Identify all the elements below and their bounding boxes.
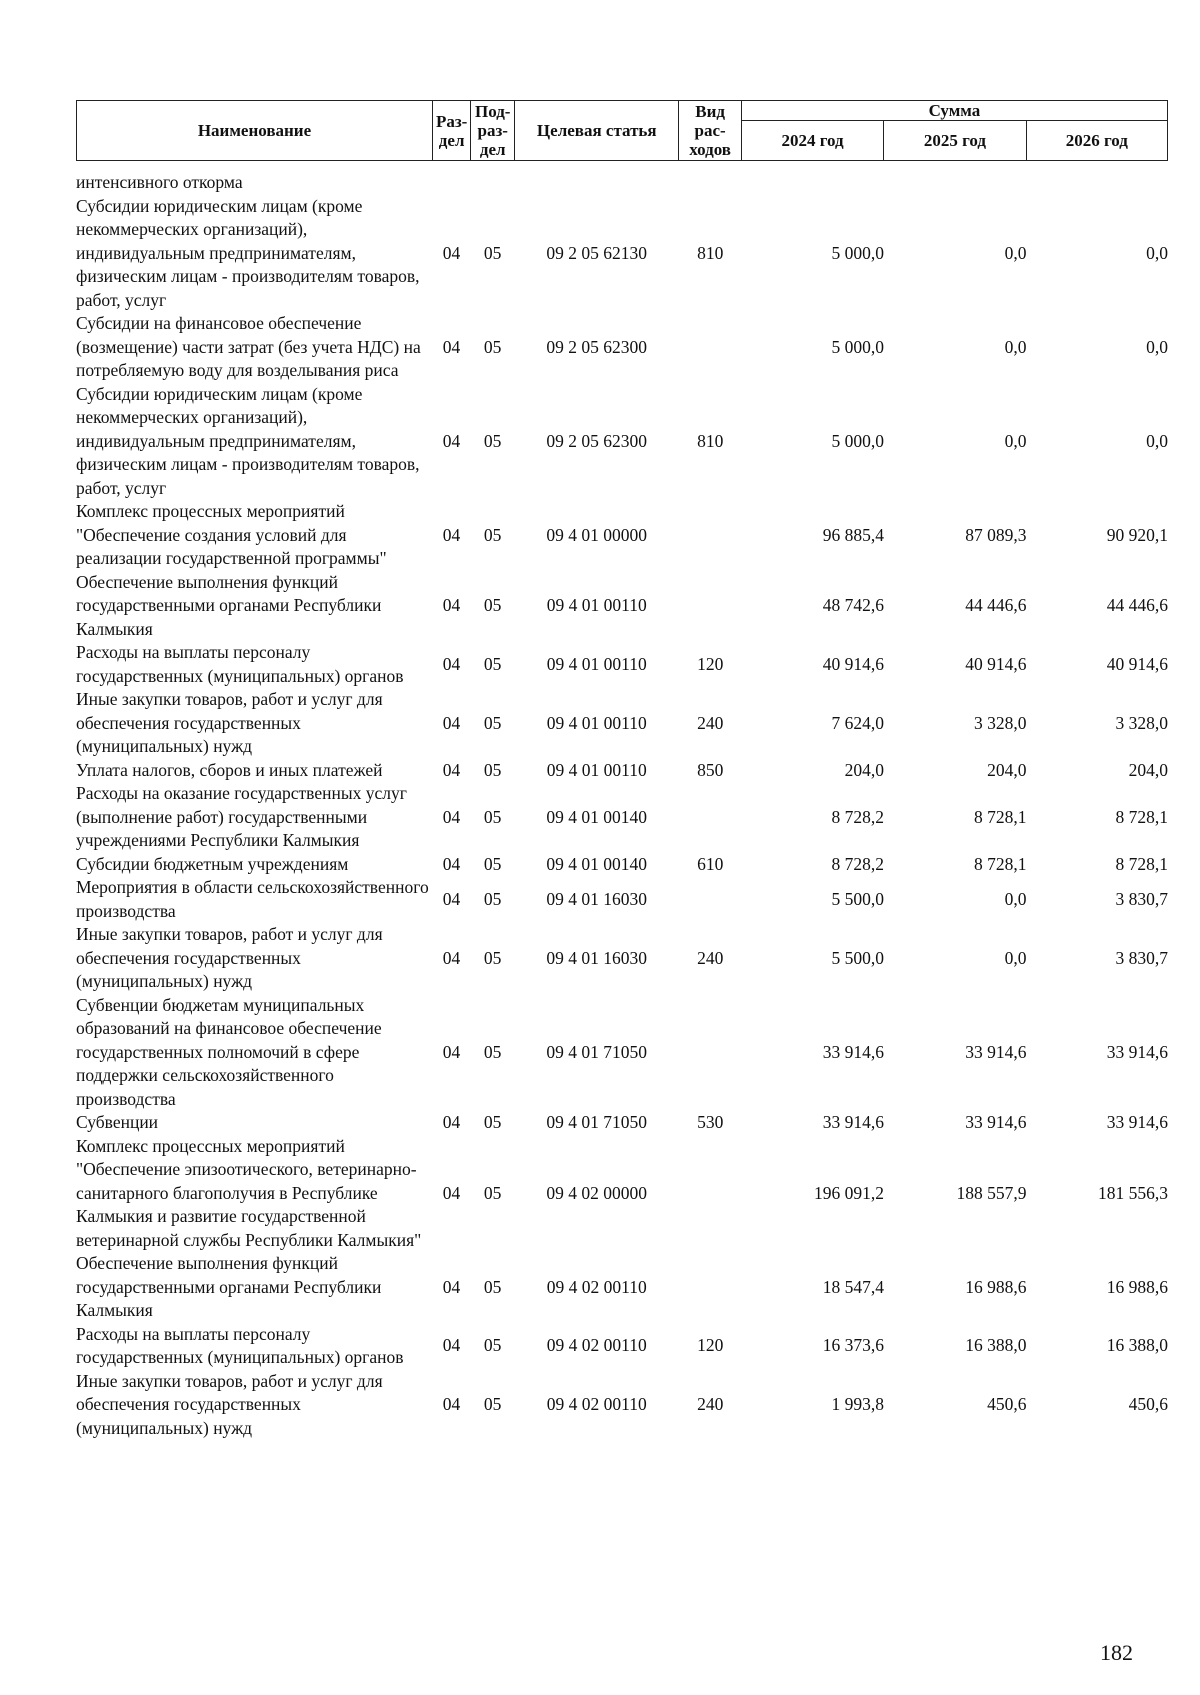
row-sum-2024: 5 000,0 [831,430,884,451]
row-target-article: 09 4 02 00110 [546,1276,647,1297]
table-row [76,923,1168,994]
row-razdel: 04 [442,653,461,674]
row-podrazdel: 05 [483,888,502,909]
row-sum-2024: 204,0 [844,759,884,780]
row-name: Субсидии бюджетным учреждениям [76,853,349,874]
row-razdel: 04 [442,242,461,263]
row-expense-type: 810 [697,430,724,451]
row-podrazdel: 05 [483,1276,502,1297]
header-podrazdel: Под-раз-дел [471,101,515,161]
row-target-article: 09 4 01 00140 [546,853,648,874]
header-razdel: Раз-дел [432,101,470,161]
table-row [76,171,1168,195]
row-sum-2026: 3 328,0 [1115,712,1168,733]
row-sum-2024: 5 500,0 [831,888,884,909]
row-sum-2024: 40 914,6 [822,653,884,674]
row-sum-2025: 0,0 [1004,336,1027,357]
row-target-article: 09 4 01 00000 [546,524,648,545]
row-podrazdel: 05 [483,1182,502,1203]
row-razdel: 04 [442,1112,461,1132]
row-expense-type: 240 [697,1394,724,1414]
row-sum-2024: 196 091,2 [813,1182,884,1203]
row-target-article: 09 2 05 62300 [546,430,648,451]
row-expense-type [679,171,741,195]
row-sum-2026: 16 388,0 [1106,1335,1168,1356]
table-row [76,759,1168,783]
table-row [76,1323,1168,1370]
row-sum-2026: 8 728,1 [1115,806,1168,827]
row-name: Субвенции бюджетам муниципальных образований на финансовое обеспечение государственных полномочий в сфере поддержки сельскохозяйственного производства [76,994,382,1109]
row-sum-2025: 0,0 [1004,430,1027,451]
row-name: Обеспечение выполнения функций государственными органами Республики Калмыкия [76,571,382,639]
table-row [76,688,1168,759]
row-target-article: 09 4 01 71050 [546,1112,648,1132]
row-sum-2026: 450,6 [1128,1394,1168,1414]
row-podrazdel: 05 [483,653,502,674]
row-podrazdel [471,171,515,195]
row-razdel: 04 [442,595,461,615]
row-name: Обеспечение выполнения функций государственными органами Республики Калмыкия [76,1253,382,1320]
row-name: Иные закупки товаров, работ и услуг для обеспечения государственных (муниципальных) нужд [76,1370,383,1438]
header-sum: Сумма [741,101,1167,121]
budget-table [76,171,1168,1440]
row-name: Комплекс процессных мероприятий "Обеспечение создания условий для реализации государственной программы" [76,501,387,568]
row-target-article: 09 4 01 00110 [546,595,647,615]
row-podrazdel: 05 [483,430,502,451]
row-razdel: 04 [442,759,461,780]
row-podrazdel: 05 [483,1112,502,1132]
header-year-2024: 2024 год [741,121,883,161]
row-razdel: 04 [442,1276,461,1297]
row-expense-type: 240 [697,947,724,968]
row-sum-2025: 3 328,0 [973,712,1027,733]
row-sum-2024: 1 993,8 [831,1394,884,1414]
row-sum-2026: 16 988,6 [1106,1276,1168,1297]
row-sum-2025: 16 988,6 [965,1276,1027,1297]
row-expense-type: 530 [697,1112,724,1132]
row-name: Комплекс процессных мероприятий "Обеспечение эпизоотического, ветеринарно-санитарного благополучия в Республике Калмыкия и развитие государственной ветеринарной службы Республики Калмыкия" [76,1135,422,1250]
row-name: Субсидии юридическим лицам (кроме некоммерческих организаций), индивидуальным предпринимателям, физическим лицам - производителям товаров, работ, услуг [76,383,420,498]
row-target-article: 09 4 02 00110 [546,1335,647,1356]
row-sum-2026: 0,0 [1146,242,1168,263]
row-sum-2025: 0,0 [1004,242,1027,263]
row-sum-2024: 5 000,0 [831,242,884,263]
table-row [76,571,1168,642]
row-razdel: 04 [442,1041,461,1062]
row-podrazdel: 05 [483,336,502,357]
row-sum-2025: 8 728,1 [973,853,1027,874]
row-expense-type [679,500,741,571]
row-sum-2024: 48 742,6 [822,595,884,615]
page-number: 182 [1100,1640,1133,1665]
row-target-article: 09 4 01 16030 [546,888,648,909]
table-row [76,195,1168,313]
row-target-article: 09 4 01 16030 [546,947,648,968]
header-expense-type: Вид рас-ходов [679,101,741,161]
row-sum-2024: 96 885,4 [822,524,884,545]
row-name: Уплата налогов, сборов и иных платежей [76,759,383,780]
row-sum-2025: 0,0 [1004,947,1027,968]
row-podrazdel: 05 [483,1394,502,1414]
row-razdel: 04 [442,524,461,545]
row-target-article: 09 4 01 00140 [546,806,648,827]
row-sum-2024: 7 624,0 [831,712,884,733]
row-expense-type: 850 [697,759,724,780]
row-sum-2026: 44 446,6 [1106,595,1168,615]
table-row [76,1252,1168,1323]
row-razdel: 04 [442,1394,461,1414]
row-podrazdel: 05 [483,806,502,827]
header-target-article: Целевая статья [515,101,679,161]
row-razdel: 04 [442,888,461,909]
row-sum-2026: 40 914,6 [1106,653,1168,674]
row-podrazdel: 05 [483,712,502,733]
row-name: Расходы на оказание государственных услуг (выполнение работ) государственными учреждениями Республики Калмыкия [76,783,407,850]
row-podrazdel: 05 [483,595,502,615]
row-sum-2026: 0,0 [1146,336,1168,357]
row-sum-2026: 204,0 [1128,759,1168,780]
row-name: Мероприятия в области сельскохозяйственного производства [76,877,429,921]
row-podrazdel: 05 [483,242,502,263]
row-sum-2025: 33 914,6 [965,1041,1027,1062]
row-name: Субвенции [76,1112,159,1132]
row-sum-2026: 33 914,6 [1106,1041,1168,1062]
row-name: интенсивного откорма [76,172,243,192]
row-sum-2026: 181 556,3 [1098,1182,1168,1203]
row-sum-2024 [741,171,884,195]
row-sum-2024: 5 500,0 [831,947,884,968]
row-sum-2026: 8 728,1 [1115,853,1168,874]
row-target-article: 09 4 01 71050 [546,1041,648,1062]
row-razdel: 04 [442,430,461,451]
row-sum-2025: 44 446,6 [965,595,1027,615]
row-expense-type [679,1135,741,1253]
row-razdel: 04 [442,1182,461,1203]
table-row [76,1111,1168,1135]
row-sum-2025: 33 914,6 [965,1112,1027,1132]
row-expense-type: 240 [697,712,724,733]
row-razdel: 04 [442,806,461,827]
row-razdel: 04 [442,336,461,357]
row-sum-2024: 8 728,2 [831,853,884,874]
table-row [76,500,1168,571]
row-podrazdel: 05 [483,1041,502,1062]
table-row [76,782,1168,853]
table-row [76,383,1168,501]
row-sum-2025: 40 914,6 [965,653,1027,674]
row-name: Субсидии на финансовое обеспечение (возмещение) части затрат (без учета НДС) на потребляемую воду для возделывания риса [76,313,421,380]
table-row [76,876,1168,923]
row-target-article: 09 4 02 00000 [546,1182,648,1203]
header-name: Наименование [77,101,433,161]
row-razdel: 04 [442,853,461,874]
row-target-article: 09 4 01 00110 [546,653,647,674]
row-sum-2025: 16 388,0 [965,1335,1027,1356]
row-sum-2026: 3 830,7 [1115,947,1168,968]
row-target-article: 09 4 01 00110 [546,759,647,780]
row-name: Расходы на выплаты персоналу государственных (муниципальных) органов [76,642,404,686]
row-sum-2024: 5 000,0 [831,336,884,357]
table-row [76,641,1168,688]
row-sum-2026: 0,0 [1146,430,1168,451]
row-expense-type [679,1252,741,1323]
row-sum-2024: 18 547,4 [822,1276,884,1297]
row-sum-2026: 90 920,1 [1106,524,1168,545]
row-podrazdel: 05 [483,853,502,874]
row-sum-2025: 87 089,3 [965,524,1027,545]
row-sum-2026: 3 830,7 [1115,888,1168,909]
row-sum-2025: 0,0 [1004,888,1027,909]
table-row [76,994,1168,1112]
row-target-article: 09 2 05 62130 [546,242,648,263]
row-name: Субсидии юридическим лицам (кроме некоммерческих организаций), индивидуальным предпринимателям, физическим лицам - производителям товаров, работ, услуг [76,195,420,310]
row-podrazdel: 05 [483,759,502,780]
row-sum-2024: 16 373,6 [822,1335,884,1356]
row-expense-type [679,312,741,383]
row-name: Иные закупки товаров, работ и услуг для обеспечения государственных (муниципальных) нужд [76,924,383,991]
row-expense-type: 120 [697,653,724,674]
row-target-article: 09 4 01 00110 [546,712,647,733]
table-row [76,1370,1168,1441]
row-razdel [432,171,470,195]
row-sum-2025: 8 728,1 [973,806,1027,827]
row-name: Иные закупки товаров, работ и услуг для обеспечения государственных (муниципальных) нужд [76,689,383,756]
row-razdel: 04 [442,947,461,968]
table-header [76,100,1168,161]
row-expense-type [679,994,741,1112]
table-row [76,1135,1168,1253]
row-podrazdel: 05 [483,524,502,545]
row-razdel: 04 [442,1335,461,1356]
table-row [76,853,1168,877]
row-sum-2025: 450,6 [987,1394,1027,1414]
row-expense-type [679,782,741,853]
row-name: Расходы на выплаты персоналу государственных (муниципальных) органов [76,1323,404,1367]
row-sum-2024: 33 914,6 [822,1112,884,1132]
header-year-2026: 2026 год [1026,121,1167,161]
row-sum-2025: 204,0 [987,759,1027,780]
row-expense-type: 120 [697,1335,724,1356]
row-expense-type: 610 [697,853,724,874]
row-sum-2026 [1026,171,1168,195]
row-sum-2024: 33 914,6 [822,1041,884,1062]
row-podrazdel: 05 [483,947,502,968]
row-sum-2024: 8 728,2 [831,806,884,827]
row-expense-type: 810 [697,242,724,263]
row-target-article: 09 2 05 62300 [546,336,648,357]
row-podrazdel: 05 [483,1335,502,1356]
row-sum-2025 [884,171,1027,195]
row-sum-2025: 188 557,9 [956,1182,1027,1203]
row-razdel: 04 [442,712,461,733]
row-target-article [515,171,679,195]
row-sum-2026: 33 914,6 [1106,1112,1168,1132]
table-row [76,312,1168,383]
header-year-2025: 2025 год [884,121,1026,161]
row-target-article: 09 4 02 00110 [546,1394,647,1414]
row-expense-type [679,876,741,923]
row-expense-type [679,571,741,642]
